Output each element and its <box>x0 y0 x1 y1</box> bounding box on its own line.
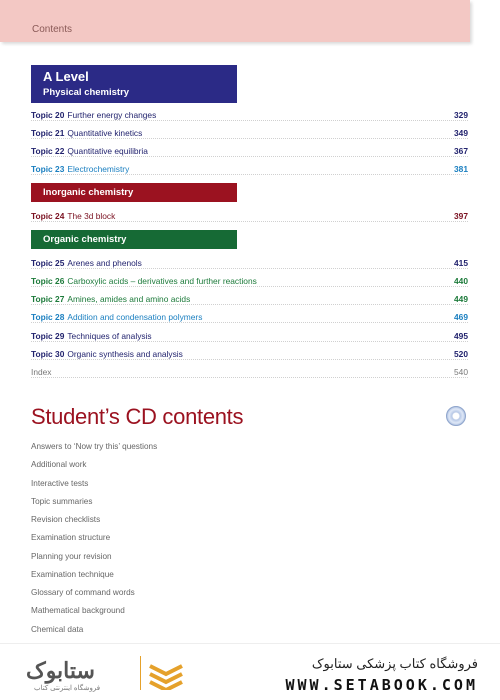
header-label: Contents <box>32 24 73 35</box>
page-number: 469 <box>454 312 468 322</box>
logo-wordmark: ستابوک <box>26 658 95 683</box>
cd-item[interactable]: Additional work <box>31 460 87 469</box>
toc-row-topic-24[interactable]: Topic 24 The 3d block 397 <box>31 208 468 222</box>
page-number: 440 <box>454 276 468 286</box>
toc-row-topic-20[interactable]: Topic 20 Further energy changes 329 <box>31 107 468 121</box>
page-number: 449 <box>454 294 468 304</box>
cd-item[interactable]: Revision checklists <box>31 515 101 524</box>
page-number: 520 <box>454 349 468 359</box>
footer-divider <box>140 656 141 690</box>
page-number: 415 <box>454 258 468 268</box>
cd-item[interactable]: Chemical data <box>31 625 84 634</box>
organic-chemistry-heading: Organic chemistry <box>43 234 127 245</box>
toc-row-topic-27[interactable]: Topic 27 Amines, amides and amino acids 449 <box>31 291 468 305</box>
page-number: 329 <box>454 110 468 120</box>
store-name: فروشگاه کتاب پزشکی ستابوک <box>311 656 478 671</box>
inorganic-chemistry-heading: Inorganic chemistry <box>43 187 134 198</box>
cd-item[interactable]: Mathematical background <box>31 606 125 615</box>
logo-tagline: فروشگاه اینترنتی کتاب <box>34 685 101 692</box>
toc-row-topic-23[interactable]: Topic 23 Electrochemistry 381 <box>31 161 468 175</box>
organic-chemistry-banner <box>31 230 237 249</box>
page-number: 540 <box>454 367 468 377</box>
toc-row-topic-30[interactable]: Topic 30 Organic synthesis and analysis 520 <box>31 346 468 360</box>
toc-row-topic-28[interactable]: Topic 28 Addition and condensation polymers 469 <box>31 309 468 323</box>
toc-row-topic-22[interactable]: Topic 22 Quantitative equilibria 367 <box>31 143 468 157</box>
inorganic-chemistry-banner <box>31 183 237 202</box>
a-level-heading: A Level <box>43 69 89 84</box>
store-footer <box>0 643 500 700</box>
cd-item[interactable]: Topic summaries <box>31 497 93 506</box>
toc-row-topic-26[interactable]: Topic 26 Carboxylic acids – derivatives and further reactions 440 <box>31 273 468 287</box>
cd-item[interactable]: Answers to ‘Now try this’ questions <box>31 442 158 451</box>
toc-row-topic-29[interactable]: Topic 29 Techniques of analysis 495 <box>31 328 468 342</box>
toc-row-index[interactable]: Index 540 <box>31 364 468 378</box>
cd-item[interactable]: Examination technique <box>31 570 114 579</box>
cd-disc-icon <box>446 406 466 426</box>
physical-chemistry-banner <box>31 65 237 103</box>
cd-contents-title: Student’s CD contents <box>31 404 244 429</box>
page-number: 397 <box>454 211 468 221</box>
cd-item[interactable]: Planning your revision <box>31 552 112 561</box>
cd-item[interactable]: Interactive tests <box>31 479 89 488</box>
header-band <box>0 0 470 42</box>
page-number: 349 <box>454 128 468 138</box>
cd-item[interactable]: Glossary of command words <box>31 588 135 597</box>
store-url[interactable]: WWW.SETABOOK.COM <box>285 676 478 694</box>
toc-row-topic-25[interactable]: Topic 25 Arenes and phenols 415 <box>31 255 468 269</box>
cd-item[interactable]: Examination structure <box>31 533 111 542</box>
page-number: 381 <box>454 164 468 174</box>
page-number: 367 <box>454 146 468 156</box>
toc-row-topic-21[interactable]: Topic 21 Quantitative kinetics 349 <box>31 125 468 139</box>
physical-chemistry-heading: Physical chemistry <box>43 87 130 98</box>
page-number: 495 <box>454 331 468 341</box>
book-stack-icon <box>146 660 186 690</box>
setabook-logo[interactable] <box>26 658 136 692</box>
